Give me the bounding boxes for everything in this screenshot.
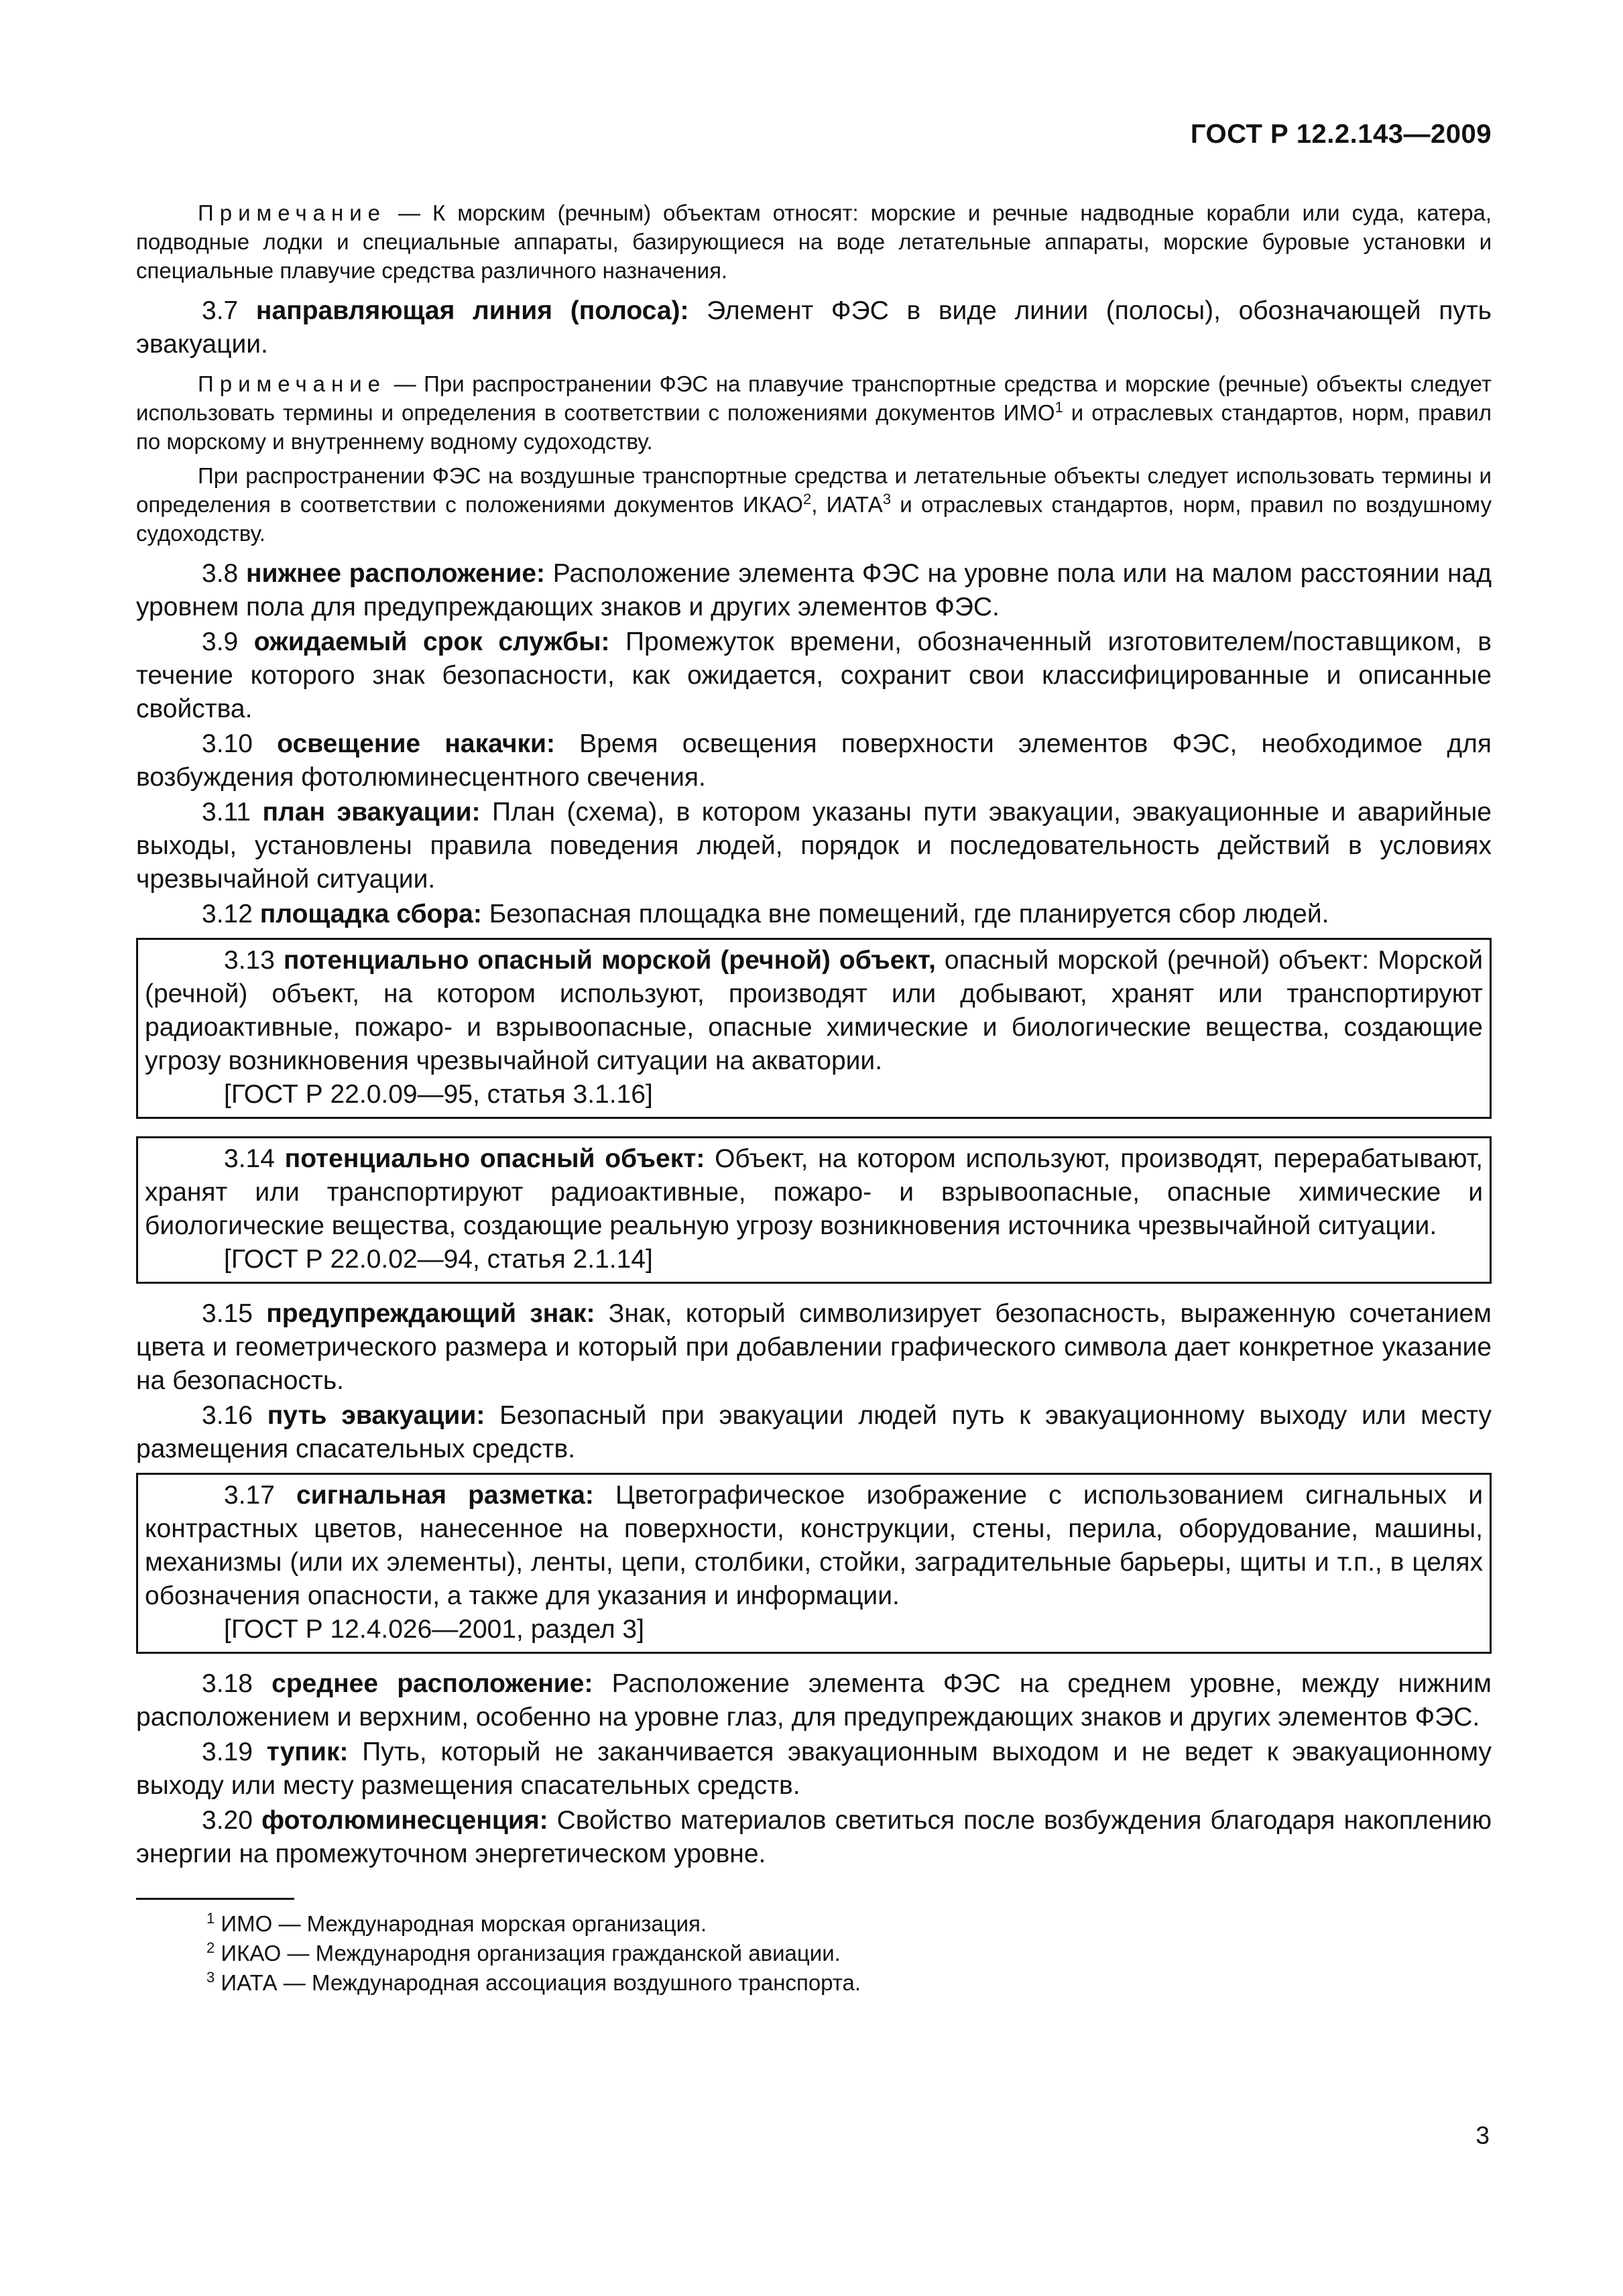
term-title: план эвакуации:	[262, 798, 481, 827]
term-number: 3.14	[224, 1144, 285, 1173]
term-number: 3.13	[224, 946, 284, 975]
term-definition: План (схема), в котором указаны пути эвакуации, эвакуационные и аварийные выходы, установлены правила поведения людей, порядок и последовательность действий в условиях чрезвычайной ситуации.	[136, 798, 1492, 894]
term-title: тупик:	[266, 1738, 349, 1766]
term-definition: Объект, на котором используют, производят, перерабатывают, хранят или транспортируют радиоактивные, пожаро- и взрывоопасные, опасные химические и биологические вещества, создающие реальную угрозу возникновения источника чрезвычайной ситуации.	[145, 1144, 1483, 1240]
term-number: 3.10	[202, 729, 278, 758]
footnotes	[136, 1909, 1492, 1998]
term-3-14	[145, 1142, 1483, 1243]
footnote-mark: 3	[206, 1969, 215, 1986]
footnote-text: ИКАО — Международня организация гражданской авиации.	[215, 1941, 841, 1966]
note-text: , ИАТА	[811, 492, 883, 517]
footnote-text: ИАТА — Международная ассоциация воздушного транспорта.	[215, 1970, 861, 1995]
term-definition: Элемент ФЭС в виде линии (полосы), обозначающей путь эвакуации.	[136, 296, 1492, 359]
term-definition: Расположение элемента ФЭС на уровне пола или на малом расстоянии над уровнем пола для предупреждающих знаков и других элементов ФЭС.	[136, 559, 1492, 621]
term-title: сигнальная разметка:	[296, 1481, 594, 1510]
note-marine-objects	[136, 198, 1492, 285]
footnote-item	[136, 1909, 1492, 1939]
source-reference: [ГОСТ Р 22.0.09—95, статья 3.1.16]	[224, 1080, 653, 1109]
term-definition: Безопасная площадка вне помещений, где планируется сбор людей.	[481, 900, 1329, 928]
note-air-transport	[136, 461, 1492, 548]
term-3-13	[145, 944, 1483, 1078]
term-definition: Свойство материалов светиться после возбуждения благодаря накоплению энергии на промежуточном энергетическом уровне.	[136, 1806, 1492, 1868]
note-text: При распространении ФЭС на воздушные транспортные средства и летательные объекты следует использовать термины и определения в соответствии с положениями документов ИКАО	[136, 463, 1492, 517]
footnote-ref: 3	[882, 491, 892, 507]
term-3-7	[136, 294, 1492, 361]
footnote-ref: 1	[1055, 399, 1063, 416]
note-text: и отраслевых стандартов, норм, правил по морскому и внутреннему водному судоходству.	[136, 400, 1492, 454]
page-number: 3	[1476, 2122, 1490, 2149]
term-3-9	[136, 625, 1492, 726]
footnote-item	[136, 1939, 1492, 1968]
term-definition: Цветографическое изображение с использованием сигнальных и контрастных цветов, нанесенное на поверхности, конструкции, стены, перила, оборудование, машины, механизмы (или их элементы), ленты, цепи, столбики, стойки, заградительные барьеры, щиты и т.п., в целях обозначения опасности, а также для указания и информации.	[145, 1481, 1483, 1610]
term-3-12	[136, 898, 1492, 931]
term-definition: Путь, который не заканчивается эвакуационным выходом и не ведет к эвакуационному выходу или месту размещения спасательных средств.	[136, 1738, 1492, 1800]
term-definition: Промежуток времени, обозначенный изготовителем/поставщиком, в течение которого знак безопасности, как ожидается, сохранит свои классифицированные и описанные свойства.	[136, 627, 1492, 723]
term-title: площадка сбора:	[259, 900, 482, 928]
term-title: ожидаемый срок службы:	[253, 627, 610, 656]
source-reference: [ГОСТ Р 12.4.026—2001, раздел 3]	[224, 1615, 644, 1644]
term-number: 3.9	[202, 627, 254, 656]
term-number: 3.17	[224, 1481, 297, 1510]
term-number: 3.16	[202, 1401, 267, 1430]
footnote-mark: 2	[206, 1939, 215, 1956]
term-title: нижнее расположение:	[245, 559, 545, 588]
term-3-19	[136, 1736, 1492, 1803]
note-label: Примечание	[198, 200, 387, 225]
term-number: 3.7	[202, 296, 256, 325]
term-box-3-17	[136, 1473, 1492, 1654]
term-definition: Расположение элемента ФЭС на среднем уровне, между нижним расположением и верхним, особенно на уровне глаз, для предупреждающих знаков и других элементов ФЭС.	[136, 1669, 1492, 1732]
term-3-10	[136, 727, 1492, 794]
standard-code-header: ГОСТ Р 12.2.143—2009	[1190, 119, 1492, 149]
term-number: 3.18	[202, 1669, 272, 1698]
term-title: среднее расположение:	[272, 1669, 593, 1698]
term-number: 3.8	[202, 559, 246, 588]
term-title: предупреждающий знак:	[266, 1299, 595, 1328]
term-box-3-14	[136, 1136, 1492, 1284]
page-content	[136, 198, 1492, 1998]
term-title: потенциально опасный объект:	[284, 1144, 705, 1173]
source-reference: [ГОСТ Р 22.0.02—94, статья 2.1.14]	[224, 1245, 653, 1274]
term-definition: Знак, который символизирует безопасность, выраженную сочетанием цвета и геометрического размера и который при добавлении графического символа дает конкретное указание на безопасность.	[136, 1299, 1492, 1395]
note-label: Примечание	[198, 371, 387, 396]
note-text: — К морским (речным) объектам относят: морские и речные надводные корабли или суда, катера, подводные лодки и специальные аппараты, базирующиеся на воде летательные аппараты, морские буровые установки и специальные плавучие средства различного назначения.	[136, 200, 1492, 283]
term-definition: опасный морской (речной) объект: Морской (речной) объект, на котором используют, производят или добывают, хранят или транспортируют радиоактивные, пожаро- и взрывоопасные, опасные химические и биологические вещества, создающие угрозу возникновения чрезвычайной ситуации на акватории.	[145, 946, 1483, 1075]
note-text: — При распространении ФЭС на плавучие транспортные средства и морские (речные) объекты следует использовать термины и определения в соответствии с положениями документов ИМО	[136, 371, 1492, 425]
term-definition: Безопасный при эвакуации людей путь к эвакуационному выходу или месту размещения спасательных средств.	[136, 1401, 1492, 1463]
term-box-3-13	[136, 938, 1492, 1119]
term-3-18	[136, 1667, 1492, 1734]
footnote-separator	[136, 1898, 294, 1900]
term-title: путь эвакуации:	[267, 1401, 485, 1430]
term-title: направляющая линия (полоса):	[255, 296, 689, 325]
term-title: освещение накачки:	[277, 729, 555, 758]
term-number: 3.11	[202, 798, 263, 827]
term-3-17	[145, 1479, 1483, 1613]
term-number: 3.12	[202, 900, 260, 928]
term-number: 3.15	[202, 1299, 267, 1328]
footnote-mark: 1	[206, 1910, 215, 1927]
term-title: фотолюминесценция:	[261, 1806, 548, 1835]
note-floating-transport	[136, 369, 1492, 456]
footnote-text: ИМО — Международная морская организация.	[215, 1911, 707, 1936]
note-text: и отраслевых стандартов, норм, правил по воздушному судоходству.	[136, 492, 1492, 546]
term-3-20	[136, 1804, 1492, 1871]
term-definition: Время освещения поверхности элементов ФЭС, необходимое для возбуждения фотолюминесцентного свечения.	[136, 729, 1492, 792]
term-3-15	[136, 1297, 1492, 1398]
term-3-16	[136, 1399, 1492, 1466]
term-3-11	[136, 796, 1492, 896]
term-title: потенциально опасный морской (речной) объект,	[283, 946, 936, 975]
term-number: 3.19	[202, 1738, 267, 1766]
footnote-item	[136, 1968, 1492, 1998]
term-3-8	[136, 557, 1492, 624]
footnote-ref: 2	[802, 491, 812, 507]
term-number: 3.20	[202, 1806, 261, 1835]
